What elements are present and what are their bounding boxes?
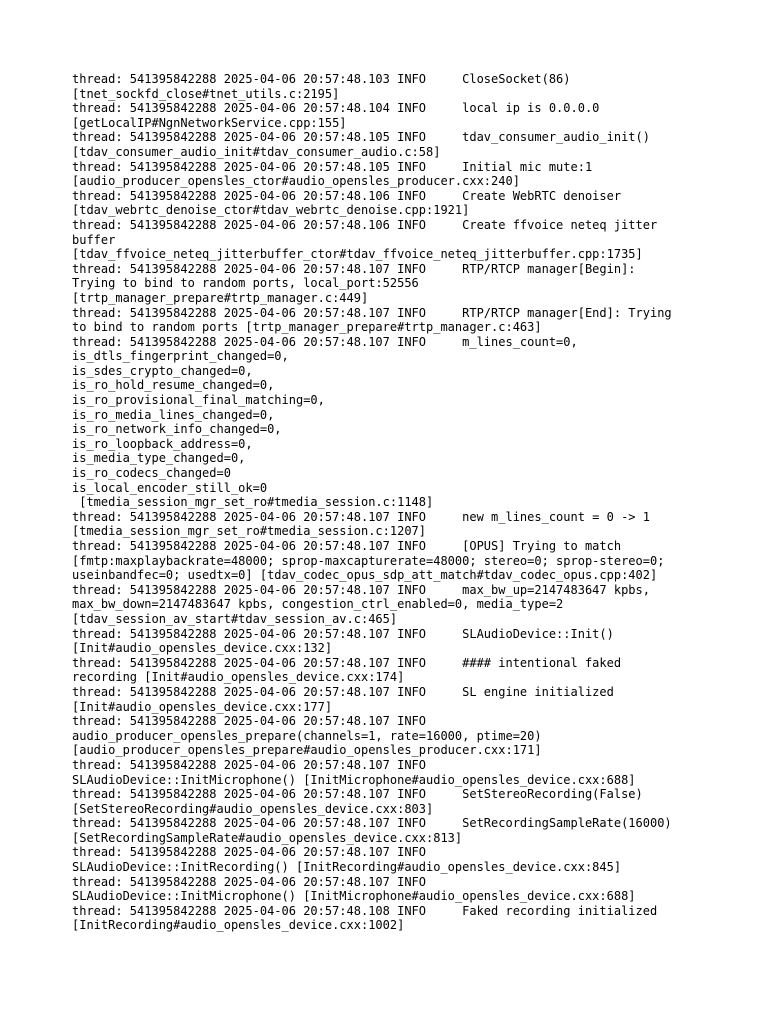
- log-line: [trtp_manager_prepare#trtp_manager.c:449]: [72, 290, 369, 305]
- log-line: [SetStereoRecording#audio_opensles_device.cxx:803]: [72, 801, 434, 816]
- log-line: thread: 541395842288 2025-04-06 20:57:48.107 INFO new m_lines_count = 0 -> 1: [72, 509, 650, 524]
- log-line: is_media_type_changed=0,: [72, 451, 246, 466]
- log-line: is_sdes_crypto_changed=0,: [72, 363, 253, 378]
- log-line: [SetRecordingSampleRate#audio_opensles_device.cxx:813]: [72, 830, 463, 845]
- log-line: is_local_encoder_still_ok=0: [72, 480, 268, 495]
- log-line: thread: 541395842288 2025-04-06 20:57:48.107 INFO SL engine initialized: [72, 684, 614, 699]
- log-line: SLAudioDevice::InitMicrophone() [InitMicrophone#audio_opensles_device.cxx:688]: [72, 889, 636, 904]
- log-line: [InitRecording#audio_opensles_device.cxx:1002]: [72, 918, 405, 933]
- log-line: thread: 541395842288 2025-04-06 20:57:48.107 INFO [OPUS] Trying to match: [72, 539, 622, 553]
- log-line: thread: 541395842288 2025-04-06 20:57:48.104 INFO local ip is 0.0.0.0: [72, 101, 600, 116]
- log-line: buffer: [72, 232, 116, 247]
- log-line: thread: 541395842288 2025-04-06 20:57:48.106 INFO Create ffvoice neteq jitter: [72, 217, 658, 232]
- log-line: thread: 541395842288 2025-04-06 20:57:48.107 INFO: [72, 714, 427, 729]
- log-line: [tdav_consumer_audio_init#tdav_consumer_audio.c:58]: [72, 144, 441, 159]
- log-line: useinbandfec=0; usedtx=0] [tdav_codec_opus_sdp_att_match#tdav_codec_opus.cpp:402]: [72, 568, 658, 583]
- log-line: [Init#audio_opensles_device.cxx:177]: [72, 699, 333, 714]
- log-line: [tmedia_session_mgr_set_ro#tmedia_session.c:1207]: [72, 524, 427, 539]
- log-line: [audio_producer_opensles_ctor#audio_opensles_producer.cxx:240]: [72, 174, 520, 189]
- log-line: to bind to random ports [trtp_manager_prepare#trtp_manager.c:463]: [72, 320, 542, 335]
- log-line: thread: 541395842288 2025-04-06 20:57:48.105 INFO tdav_consumer_audio_init(): [72, 130, 650, 145]
- log-line: [tdav_session_av_start#tdav_session_av.c:465]: [72, 611, 398, 626]
- log-line: [fmtp:maxplaybackrate=48000; sprop-maxcapturerate=48000; stereo=0; sprop-stereo=0;: [72, 553, 665, 568]
- log-line: max_bw_down=2147483647 kpbs, congestion_ctrl_enabled=0, media_type=2: [72, 597, 564, 612]
- log-line: thread: 541395842288 2025-04-06 20:57:48.107 INFO m_lines_count=0,: [72, 334, 578, 349]
- log-line: thread: 541395842288 2025-04-06 20:57:48.107 INFO SetRecordingSampleRate(16000): [72, 816, 672, 831]
- log-line: is_ro_loopback_address=0,: [72, 436, 253, 451]
- log-line: thread: 541395842288 2025-04-06 20:57:48.107 INFO max_bw_up=2147483647 kpbs,: [72, 582, 650, 597]
- log-line: SLAudioDevice::InitMicrophone() [InitMicrophone#audio_opensles_device.cxx:688]: [72, 772, 636, 787]
- log-line: is_ro_codecs_changed=0: [72, 466, 231, 481]
- log-line: Trying to bind to random ports, local_port:52556: [72, 276, 419, 291]
- log-line: [tnet_sockfd_close#tnet_utils.c:2195]: [72, 86, 340, 101]
- log-line: thread: 541395842288 2025-04-06 20:57:48.106 INFO Create WebRTC denoiser: [72, 188, 622, 203]
- log-line: [tdav_webrtc_denoise_ctor#tdav_webrtc_denoise.cpp:1921]: [72, 203, 470, 218]
- log-line: is_ro_hold_resume_changed=0,: [72, 378, 275, 393]
- log-line: thread: 541395842288 2025-04-06 20:57:48.107 INFO: [72, 845, 427, 860]
- log-line: thread: 541395842288 2025-04-06 20:57:48.103 INFO CloseSocket(86): [72, 72, 571, 86]
- log-line: thread: 541395842288 2025-04-06 20:57:48.107 INFO SetStereoRecording(False): [72, 787, 643, 802]
- log-line: SLAudioDevice::InitRecording() [InitRecording#audio_opensles_device.cxx:845]: [72, 860, 622, 875]
- log-line: is_ro_media_lines_changed=0,: [72, 407, 275, 422]
- log-line: [getLocalIP#NgnNetworkService.cpp:155]: [72, 115, 347, 130]
- log-line: thread: 541395842288 2025-04-06 20:57:48.107 INFO: [72, 874, 427, 889]
- log-line: thread: 541395842288 2025-04-06 20:57:48.107 INFO SLAudioDevice::Init(): [72, 626, 614, 641]
- log-line: thread: 541395842288 2025-04-06 20:57:48.108 INFO Faked recording initialized: [72, 903, 658, 918]
- log-line: recording [Init#audio_opensles_device.cxx:174]: [72, 670, 405, 685]
- log-line: [audio_producer_opensles_prepare#audio_opensles_producer.cxx:171]: [72, 743, 542, 758]
- log-line: is_ro_provisional_final_matching=0,: [72, 393, 325, 408]
- log-line: is_dtls_fingerprint_changed=0,: [72, 349, 289, 364]
- log-line: [Init#audio_opensles_device.cxx:132]: [72, 641, 333, 656]
- log-line: thread: 541395842288 2025-04-06 20:57:48.107 INFO RTP/RTCP manager[End]: Trying: [72, 305, 672, 320]
- log-line: thread: 541395842288 2025-04-06 20:57:48.107 INFO: [72, 757, 427, 772]
- log-line: thread: 541395842288 2025-04-06 20:57:48.107 INFO RTP/RTCP manager[Begin]:: [72, 261, 636, 276]
- log-line: [tmedia_session_mgr_set_ro#tmedia_session.c:1148]: [72, 495, 434, 510]
- log-line: thread: 541395842288 2025-04-06 20:57:48.107 INFO #### intentional faked: [72, 655, 622, 670]
- log-line: thread: 541395842288 2025-04-06 20:57:48.105 INFO Initial mic mute:1: [72, 159, 593, 174]
- log-document: [72, 72, 732, 933]
- log-line: [tdav_ffvoice_neteq_jitterbuffer_ctor#tdav_ffvoice_neteq_jitterbuffer.cpp:1735]: [72, 247, 643, 262]
- log-line: is_ro_network_info_changed=0,: [72, 422, 282, 437]
- log-line: audio_producer_opensles_prepare(channels=1, rate=16000, ptime=20): [72, 728, 542, 743]
